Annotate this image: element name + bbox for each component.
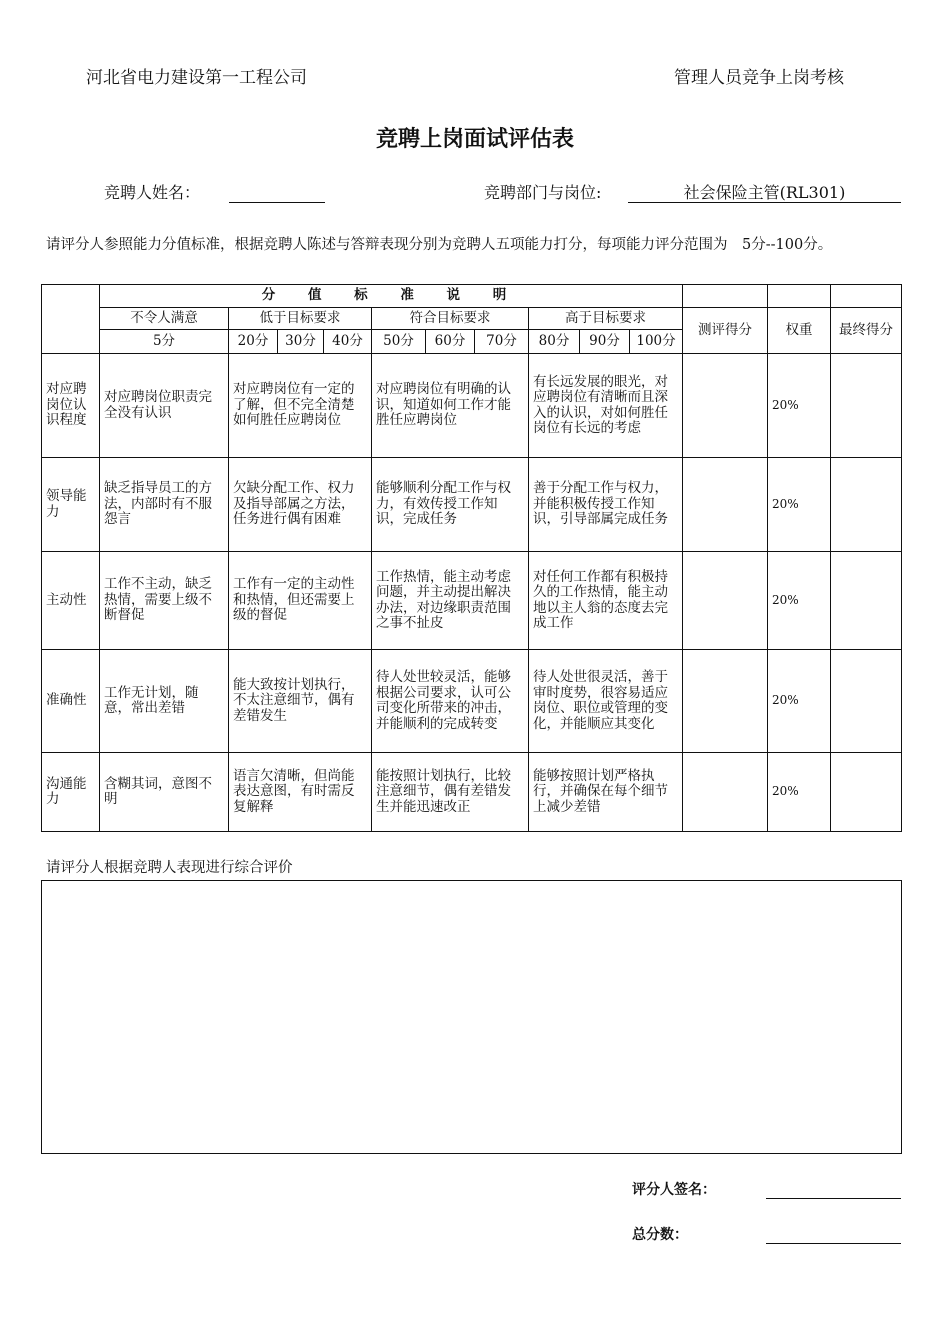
level-2-desc: 欠缺分配工作、权力及指导部属之方法，任务进行偶有困难 [229,458,372,552]
ability-name: 主动性 [42,552,100,650]
dept-label: 竞聘部门与岗位: [484,183,602,202]
score-cell[interactable] [683,552,768,650]
instruction-text: 请评分人参照能力分值标准，根据竞聘人陈述与答辩表现分别为竞聘人五项能力打分，每项能力评分范围为 5分--100分。 [46,237,833,253]
table-row [42,650,902,753]
level-1-desc: 对应聘岗位职责完全没有认识 [100,354,229,458]
level-meets-target: 符合目标要求 [372,308,529,330]
score-cell[interactable] [683,354,768,458]
exam-name: 管理人员竞争上岗考核 [674,68,844,88]
score-point: 30分 [278,330,324,354]
weight-cell: 20% [768,552,831,650]
ability-name: 领导能力 [42,458,100,552]
score-point: 5分 [100,330,229,354]
score-cell[interactable] [683,458,768,552]
score-point: 40分 [324,330,372,354]
level-4-desc: 有长远发展的眼光，对应聘岗位有清晰而且深入的认识，对如何胜任岗位有长远的考虑 [529,354,683,458]
level-3-desc: 能按照计划执行，比较注意细节，偶有差错发生并能迅速改正 [372,753,529,832]
level-below-target: 低于目标要求 [229,308,372,330]
score-header-top [683,285,768,308]
level-above-target: 高于目标要求 [529,308,683,330]
total-score-field[interactable] [766,1225,901,1244]
evaluation-table [41,284,902,832]
level-4-desc: 待人处世很灵活，善于审时度势，很容易适应岗位、职位或管理的变化，并能顺应其变化 [529,650,683,753]
company-name: 河北省电力建设第一工程公司 [86,68,307,88]
level-unsatisfactory: 不令人满意 [100,308,229,330]
final-score-cell[interactable] [831,552,902,650]
score-point: 60分 [426,330,475,354]
table-row [42,753,902,832]
weight-cell: 20% [768,354,831,458]
table-row [42,552,902,650]
corner-cell [42,285,100,354]
total-score-label: 总分数： [632,1227,688,1243]
level-2-desc: 对应聘岗位有一定的了解，但不完全清楚如何胜任应聘岗位 [229,354,372,458]
final-column-header: 最终得分 [831,308,902,354]
score-point: 100分 [630,330,683,354]
level-3-desc: 对应聘岗位有明确的认识，知道如何工作才能胜任应聘岗位 [372,354,529,458]
final-header-top [831,285,902,308]
level-2-desc: 工作有一定的主动性和热情，但还需要上级的督促 [229,552,372,650]
table-row [42,458,902,552]
score-point: 20分 [229,330,278,354]
candidate-name-label: 竞聘人姓名： [104,183,201,202]
score-cell[interactable] [683,650,768,753]
score-column-header: 测评得分 [683,308,768,354]
level-4-desc: 能够按照计划严格执行，并确保在每个细节上减少差错 [529,753,683,832]
comment-prompt: 请评分人根据竞聘人表现进行综合评价 [46,860,293,876]
table-row [42,354,902,458]
level-4-desc: 善于分配工作与权力，并能积极传授工作知识，引导部属完成任务 [529,458,683,552]
ability-name: 沟通能力 [42,753,100,832]
signature-field[interactable] [766,1180,901,1199]
level-1-desc: 工作无计划，随意，常出差错 [100,650,229,753]
level-4-desc: 对任何工作都有积极持久的工作热情，能主动地以主人翁的态度去完成工作 [529,552,683,650]
ability-name: 对应聘岗位认识程度 [42,354,100,458]
ability-name: 准确性 [42,650,100,753]
signature-label: 评分人签名： [632,1182,716,1198]
level-3-desc: 待人处世较灵活，能够根据公司要求，认可公司变化所带来的冲击，并能顺利的完成转变 [372,650,529,753]
level-1-desc: 含糊其词，意图不明 [100,753,229,832]
weight-cell: 20% [768,650,831,753]
final-score-cell[interactable] [831,650,902,753]
weight-column-header: 权重 [768,308,831,354]
comment-box[interactable] [41,880,902,1154]
final-score-cell[interactable] [831,458,902,552]
score-point: 70分 [475,330,529,354]
final-score-cell[interactable] [831,753,902,832]
weight-header-top [768,285,831,308]
level-2-desc: 语言欠清晰，但尚能表达意图，有时需反复解释 [229,753,372,832]
candidate-name-field[interactable] [229,180,325,203]
score-point: 80分 [529,330,580,354]
score-cell[interactable] [683,753,768,832]
level-1-desc: 工作不主动，缺乏热情，需要上级不断督促 [100,552,229,650]
score-point: 90分 [580,330,630,354]
level-1-desc: 缺乏指导员工的方法，内部时有不服怨言 [100,458,229,552]
level-3-desc: 能够顺利分配工作与权力，有效传授工作知识，完成任务 [372,458,529,552]
weight-cell: 20% [768,753,831,832]
score-point: 50分 [372,330,426,354]
final-score-cell[interactable] [831,354,902,458]
dept-field[interactable]: 社会保险主管(RL301) [628,180,901,203]
level-2-desc: 能大致按计划执行，不太注意细节，偶有差错发生 [229,650,372,753]
weight-cell: 20% [768,458,831,552]
group-header: 分 值 标 准 说 明 [100,285,683,308]
page-title: 竞聘上岗面试评估表 [375,127,574,152]
level-3-desc: 工作热情，能主动考虑问题，并主动提出解决办法，对边缘职责范围之事不扯皮 [372,552,529,650]
